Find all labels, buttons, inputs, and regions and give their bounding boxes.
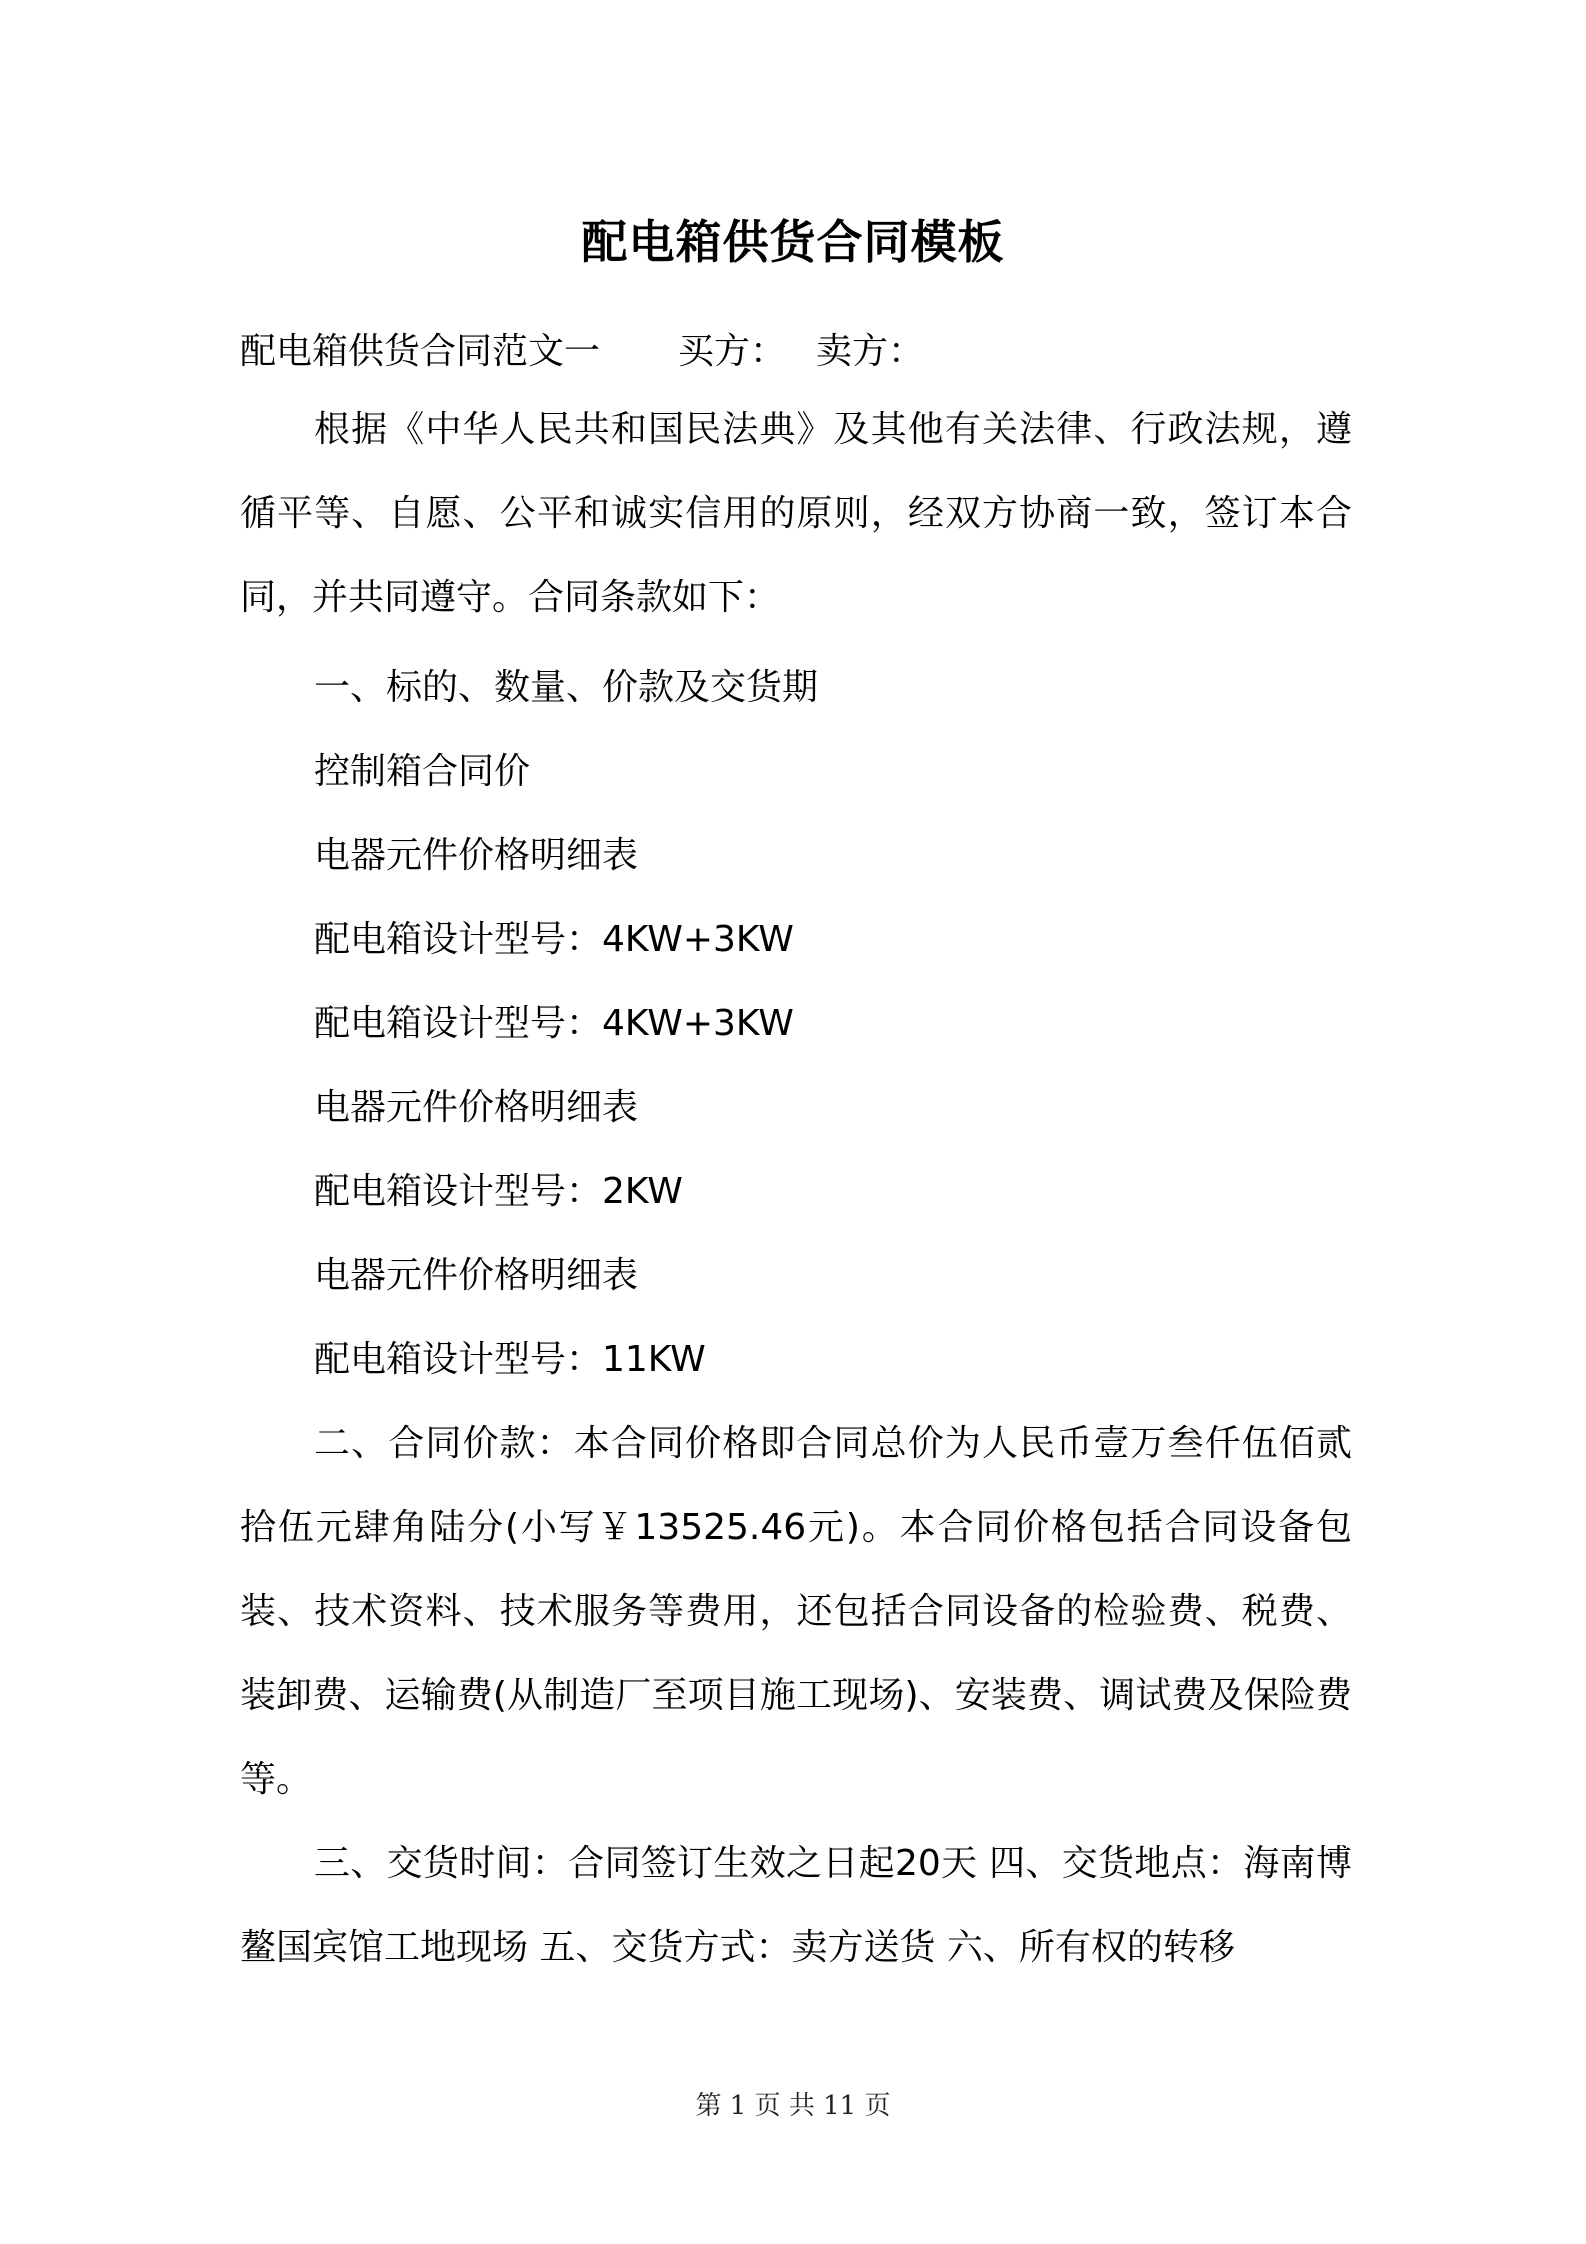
model-line: 配电箱设计型号：11KW xyxy=(314,1339,706,1380)
model-line: 配电箱设计型号：4KW+3KW xyxy=(314,919,794,960)
document-title: 配电箱供货合同模板 xyxy=(581,215,1005,269)
price-detail-line: 电器元件价格明细表 xyxy=(314,1087,639,1128)
buyer-label: 买方： xyxy=(678,331,787,372)
page-footer: 第 1 页 共 11 页 xyxy=(695,2091,891,2121)
section-heading-1: 一、标的、数量、价款及交货期 xyxy=(314,667,819,708)
model-line: 配电箱设计型号：2KW xyxy=(314,1171,683,1212)
price-detail-line: 电器元件价格明细表 xyxy=(314,835,639,876)
model-line: 配电箱设计型号：4KW+3KW xyxy=(314,1003,794,1044)
seller-label: 卖方： xyxy=(816,331,925,372)
intro-paragraph: 根据《中华人民共和国民法典》及其他有关法律、行政法规，遵循平等、自愿、公平和诚实信用的原则，经双方协商一致，签订本合同，并共同遵守。合同条款如下： xyxy=(240,409,1352,618)
subtitle-row xyxy=(240,322,924,382)
delivery-paragraph: 三、交货时间：合同签订生效之日起20天 四、交货地点：海南博鳌国宾馆工地现场 五、交货方式：卖方送货 六、所有权的转移 xyxy=(240,1843,1352,1968)
price-paragraph: 二、合同价款：本合同价格即合同总价为人民币壹万叁仟伍佰贰拾伍元肆角陆分(小写￥13525.46元)。本合同价格包括合同设备包装、技术资料、技术服务等费用，还包括合同设备的检验费、税费、装卸费、运输费(从制造厂至项目施工现场)、安装费、调试费及保险费等。 xyxy=(240,1423,1352,1800)
subtitle-text: 配电箱供货合同范文一 xyxy=(240,331,601,372)
price-detail-line: 电器元件价格明细表 xyxy=(314,1255,639,1296)
contract-price-line: 控制箱合同价 xyxy=(314,751,531,792)
